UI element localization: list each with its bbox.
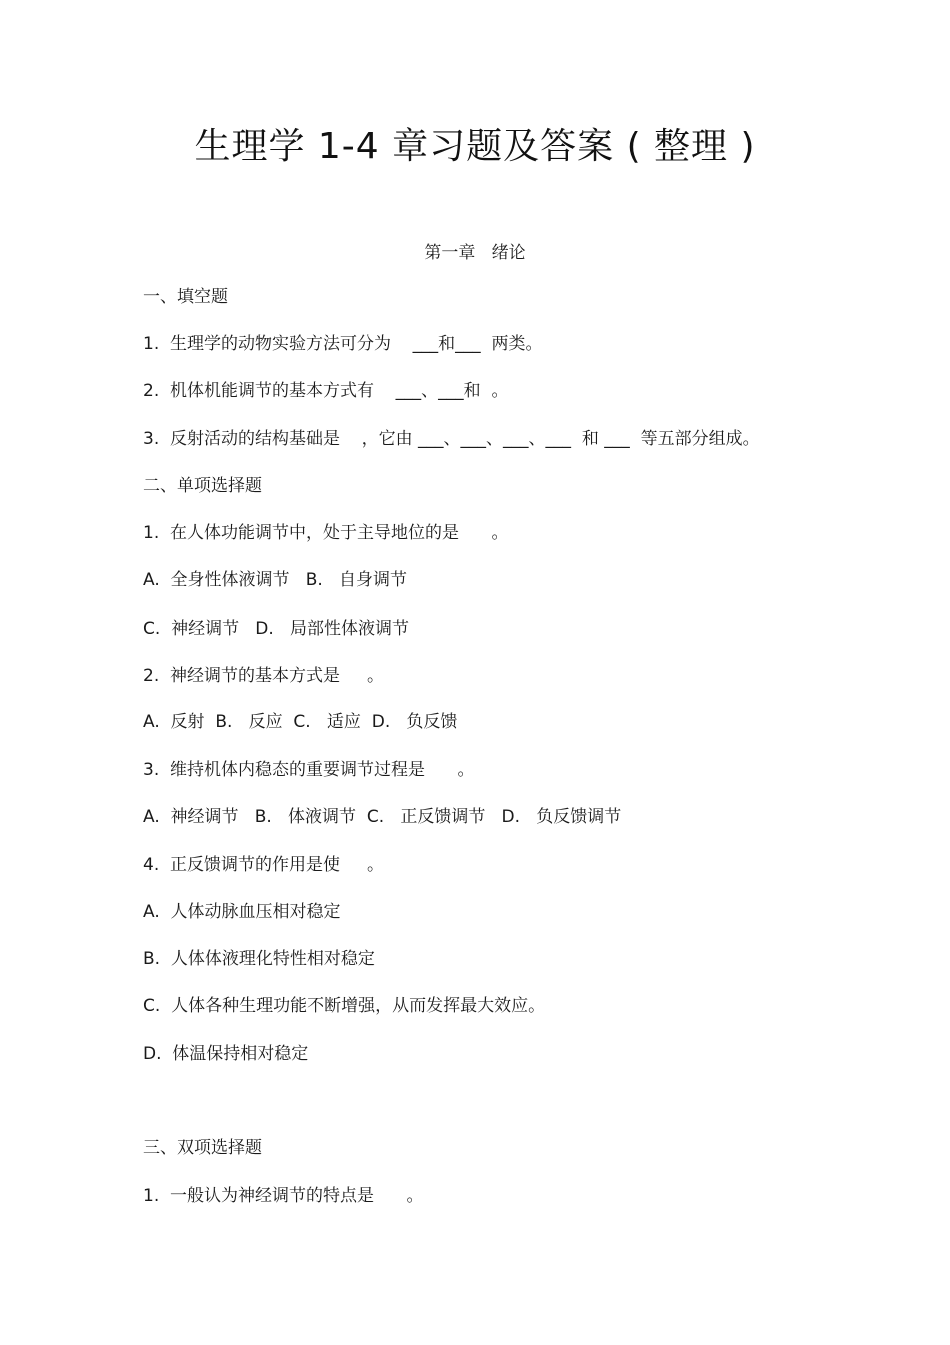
question-line: 4. 正反馈调节的作用是使 。	[143, 855, 385, 875]
section-heading-fill-blank: 一、填空题	[143, 287, 228, 307]
question-line: 1. 生理学的动物实验方法可分为 ___和___ 两类。	[143, 334, 543, 354]
question-line: 3. 反射活动的结构基础是 ，它由 ___、___、___、___ 和 ___ 等五部分组成。	[143, 429, 760, 449]
option-line: B. 人体体液理化特性相对稳定	[143, 949, 375, 969]
question-line: 1. 一般认为神经调节的特点是 。	[143, 1186, 424, 1206]
option-line: A. 人体动脉血压相对稳定	[143, 902, 341, 922]
section-heading-double-choice: 三、双项选择题	[143, 1138, 262, 1158]
option-line: C. 人体各种生理功能不断增强，从而发挥最大效应。	[143, 996, 546, 1016]
section-heading-single-choice: 二、单项选择题	[143, 476, 262, 496]
option-line: D. 体温保持相对稳定	[143, 1044, 309, 1064]
question-line: 1. 在人体功能调节中，处于主导地位的是 。	[143, 523, 509, 543]
chapter-title: 第一章 绪论	[424, 243, 526, 263]
option-line: A. 神经调节 B. 体液调节 C. 正反馈调节 D. 负反馈调节	[143, 807, 622, 827]
question-line: 3. 维持机体内稳态的重要调节过程是 。	[143, 760, 475, 780]
option-line: A. 反射 B. 反应 C. 适应 D. 负反馈	[143, 712, 458, 732]
question-line: 2. 机体机能调节的基本方式有 ___、___和 。	[143, 381, 509, 401]
option-line: A. 全身性体液调节 B. 自身调节	[143, 570, 408, 590]
document-title: 生理学 1-4 章习题及答案 ( 整理 )	[194, 126, 756, 167]
option-line: C. 神经调节 D. 局部性体液调节	[143, 619, 409, 639]
question-line: 2. 神经调节的基本方式是 。	[143, 666, 385, 686]
